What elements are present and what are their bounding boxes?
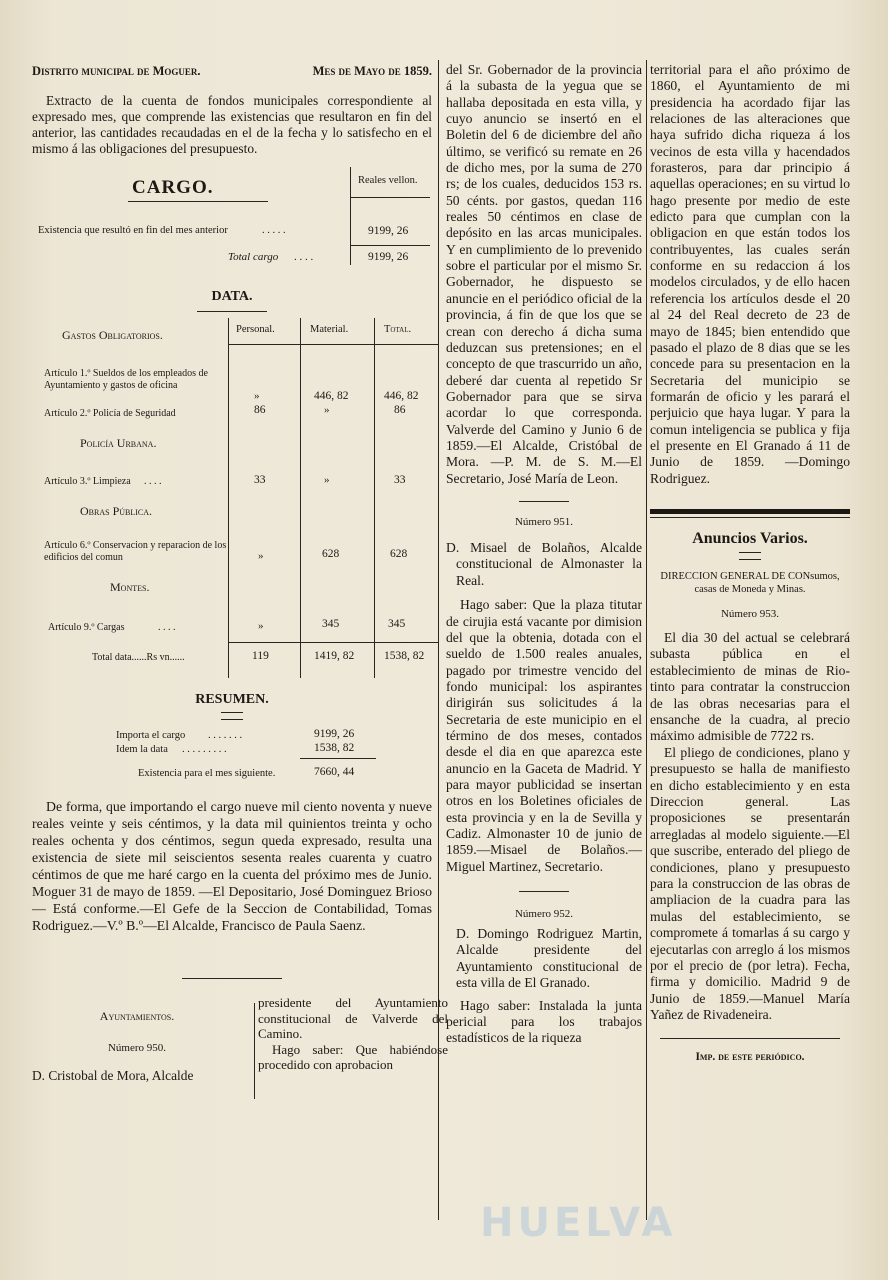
- art2-label: Artículo 2.º Policía de Seguridad: [44, 408, 176, 420]
- library-watermark: HUELVA: [480, 1200, 677, 1246]
- n952-body: Hago saber: Instalada la junta pericial para los trabajos estadísticos de la riqueza: [446, 997, 642, 1046]
- extracto-paragraph: Extracto de la cuenta de fondos municipales correspondiente al expresado mes, que comprende las existencias que resultaron en fin del anterior, las cantidades recaudadas en el de la fecha y lo satisfecho en el mismo á las obligaciones del presupuesto.: [32, 93, 432, 157]
- ayuntamientos-hago: Hago saber: Que habiéndose procedido con aprobacion: [258, 1041, 448, 1073]
- ayuntamientos-start: D. Cristobal de Mora, Alcalde: [32, 1068, 194, 1084]
- cargo-table: CARGO. Reales vellon. Existencia que resultó en fin del mes anterior . . . . . 9199, 26 Total cargo . . . . 9199, 26: [32, 167, 432, 267]
- column-3: [650, 62, 850, 1063]
- col3-top-paragraph: territorial para el año próximo de 1860, el Ayuntamiento de mi presidencia ha acordado fijar las relaciones de las alteraciones que haya sufrido dicha riqueza á los vecinos de esta villa y hacendados forasteros, para dar principio á aquellas operaciones; en su virtud lo hago presente por medio de este edicto para que cumplan con la obligacion en que están todos los contribuyentes, las cuales serán conforme en su redaccion á los modelos circulados, y de ello hacen referencia los artículos desde el 20 al 24 del Real decreto de 23 de mayo de 1845; bien entendido que pasado el plazo de 8 dias que se les concede para su presentacion en la Secretaria del municipio se formarán de oficio y les parará el perjuicio que haya lugar. Y para la comun inteligencia se publica y fija el presente en El Granado á 11 de Junio de 1859. —Domingo Rodriguez.: [650, 62, 850, 486]
- data-total-label: Total data......Rs vn......: [92, 652, 185, 664]
- anuncios-p2: El pliego de condiciones, plano y presupuesto se halla de manifiesto en dicho establecimiento y en esta Direccion general. Las proposiciones se presentarán arregladas al modelo siguiente.—El que suscribe, enterado del pliego de condiciones, plano y presupuesto para la construccion de las obras de ampliacion de la cuadra para las mulas del establecimiento, se compromete á tomarlas á su cargo y ejecutarlas con arreglo á los mismos por el precio de (por letra). Fecha, firma y domicilio. Madrid 9 de Junio de 1859.—Manuel María Yañez de Rivadeneira.: [650, 744, 850, 1023]
- art1-total: 446, 82: [384, 390, 419, 403]
- art2-total: 86: [394, 404, 406, 417]
- data-table: Personal. Material. Total. Gastos Obligatorios. Artículo 1.º Sueldos de los empleados de Ayuntamiento y gastos de oficina » 446, 82 446, 82 Artículo 2.º Policía de Seguridad 86 » 86 Policía Urbana. Artículo 3.º Limpieza . . . . 33 » 33 Obras Pública. Artículo 6.º Conservacion y reparacion de los edificios del comun » 628 628 Montes. Artículo 9.º Cargas . . . . » 345 345 Total data......Rs vn...... 119 1419, 82 1538, 82: [32, 318, 432, 686]
- data-total-material: 1419, 82: [314, 650, 355, 663]
- n951-intro: D. Misael de Bolaños, Alcalde constitucional de Almonaster la Real.: [446, 539, 642, 588]
- ayuntamientos-cont: presidente del Ayuntamiento constitucional de Valverde del Camino.: [258, 995, 448, 1042]
- section-obras: Obras Pública.: [80, 504, 153, 519]
- cargo-title: CARGO.: [132, 177, 214, 199]
- column-1: [32, 56, 448, 1103]
- district-title: Distrito municipal de Moguer.: [32, 64, 201, 78]
- numero-952: Número 952.: [514, 908, 574, 920]
- art3-personal: 33: [254, 474, 266, 487]
- ayuntamientos-title: Ayuntamientos.: [99, 1009, 175, 1024]
- n952-intro: D. Domingo Rodriguez Martin, Alcalde presidente del Ayuntamiento constitucional de esta villa de El Granado.: [456, 926, 642, 991]
- section-montes: Montes.: [110, 580, 150, 595]
- closing-paragraph: De forma, que importando el cargo nueve mil ciento noventa y nueve reales veinte y seis céntimos, y la data mil quinientos treinta y ocho reales ochenta y dos céntimos, segun queda expresado, resulta una existencia de siete mil seiscientos sesenta reales cuarenta y cuatro céntimos de que me haré cargo en la cuenta del próximo mes de Junio. Moguer 31 de mayo de 1859. —El Depositario, José Dominguez Brioso — Está conforme.—El Gefe de la Seccion de Contabilidad, Tomas Rodriguez.—V.º B.º—El Alcalde, Francisco de Paula Saenz.: [32, 799, 432, 934]
- art6-total: 628: [390, 548, 408, 561]
- section-policia: Policía Urbana.: [80, 436, 157, 451]
- resumen-cargo-label: Importa el cargo: [116, 730, 186, 742]
- cargo-existencia-value: 9199, 26: [368, 225, 409, 238]
- resumen-table: Importa el cargo . . . . . . . 9199, 26 Idem la data . . . . . . . . . 1538, 82 Existencia para el mes siguiente. 7660, 44: [32, 724, 432, 784]
- col2-top-paragraph: del Sr. Gobernador de la provincia á la subasta de la yegua que se hallaba depositada en esta villa, y cuyo anuncio se insertó en el Boletin del 6 de diciembre del año último, se verificó su remate en 26 de dicho mes, por la suma de 270 rs; de los cuales, deducidos 153 rs. 50 cénts. por gastos, quedan 116 reales 50 céntimos en clase de depósito en las arcas municipales. Y en cumplimiento de lo prevenido sobre el particular por el mismo Sr. Gobernador, he dispuesto se anuncie en el periódico oficial de la provincia, á fin de que los que se crean con derecho á dicha suma deduzcan sus pretensiones; en el concepto de que trascurrido un año, deberé dar cuenta al repetido Sr Gobernador para que se sirva acordar lo que corresponda. Valverde del Camino y Junio 6 de 1859.—El Alcalde, Cristóbal de Mora. —P. M. de S. M.—El Secretario, José María de Leon.: [446, 62, 642, 486]
- art6-material: 628: [322, 548, 340, 561]
- cargo-col-header: Reales vellon.: [358, 175, 418, 187]
- art9-total: 345: [388, 618, 406, 631]
- anuncios-title: Anuncios Varios.: [692, 529, 808, 547]
- column-rule-2: [646, 60, 647, 1220]
- art9-personal: »: [258, 620, 264, 633]
- data-title: DATA.: [211, 289, 253, 305]
- resumen-data-value: 1538, 82: [314, 742, 355, 755]
- month-title: Mes de Mayo de 1859.: [312, 64, 432, 78]
- data-total-personal: 119: [252, 650, 269, 663]
- ayuntamientos-block: [32, 995, 448, 1103]
- numero-950: Número 950.: [107, 1042, 167, 1055]
- art6-personal: »: [258, 550, 264, 563]
- anuncios-p1: El dia 30 del actual se celebrará subasta pública en el establecimiento de minas de Rio-tinto para contratar la construccion de las obras necesarias para el ensanche de la cuadra, al precio máximo admisible de 7722 rs.: [650, 629, 850, 744]
- cargo-total-value: 9199, 26: [368, 251, 409, 264]
- section-gastos: Gastos Obligatorios.: [62, 328, 163, 343]
- art9-label: Artículo 9.º Cargas: [48, 622, 125, 634]
- cargo-total-label: Total cargo: [228, 251, 279, 264]
- resumen-cargo-value: 9199, 26: [314, 728, 355, 741]
- resumen-title: RESUMEN.: [195, 692, 269, 708]
- data-col-material: Material.: [310, 324, 349, 336]
- page-header: [32, 64, 432, 79]
- art3-total: 33: [394, 474, 406, 487]
- column-2: [446, 62, 642, 1047]
- art1-label: Artículo 1.º Sueldos de los empleados de Ayuntamiento y gastos de oficina: [44, 368, 208, 392]
- data-col-personal: Personal.: [236, 324, 275, 336]
- data-total-total: 1538, 82: [384, 650, 425, 663]
- direccion-general: DIRECCION GENERAL DE CONsumos, casas de Moneda y Minas.: [660, 570, 840, 595]
- resumen-data-label: Idem la data: [116, 744, 168, 756]
- resumen-existencia-label: Existencia para el mes siguiente.: [138, 768, 276, 780]
- art1-personal: »: [254, 390, 260, 403]
- cargo-existencia-label: Existencia que resultó en fin del mes anterior: [38, 225, 228, 237]
- art2-personal: 86: [254, 404, 266, 417]
- resumen-existencia-value: 7660, 44: [314, 766, 355, 779]
- imprenta-footer: Imp. de este periódico.: [695, 1050, 805, 1063]
- art1-material: 446, 82: [314, 390, 349, 403]
- data-col-total: Total.: [384, 324, 412, 336]
- numero-951: Número 951.: [514, 515, 574, 528]
- art9-material: 345: [322, 618, 340, 631]
- art2-material: »: [324, 404, 330, 417]
- art3-material: »: [324, 474, 330, 487]
- n951-body: Hago saber: Que la plaza titutar de cirujia está vacante por dimision del que la obtenia, dotada con el sueldo de 1.500 reales anuales, pagado por trimestre vencido del fondo municipal: los aspirantes dirigirán sus solicitudes á la Secretaria de este municipio en el término de dos meses, contados desde el dia en que aparezca este anuncio en la Gaceta de Madrid. Y para mayor publicidad se insertan otros en los Boletines oficiales de esta provincia y en la de Sevilla y Cadiz. Almonaster 10 de junio de 1859.—Misael de Bolaños.—Miguel Martinez, Secretario.: [446, 597, 642, 874]
- art6-label: Artículo 6.º Conservacion y reparacion de los edificios del comun: [44, 540, 227, 564]
- numero-953: Número 953.: [720, 607, 780, 620]
- art3-label: Artículo 3.º Limpieza: [44, 476, 131, 488]
